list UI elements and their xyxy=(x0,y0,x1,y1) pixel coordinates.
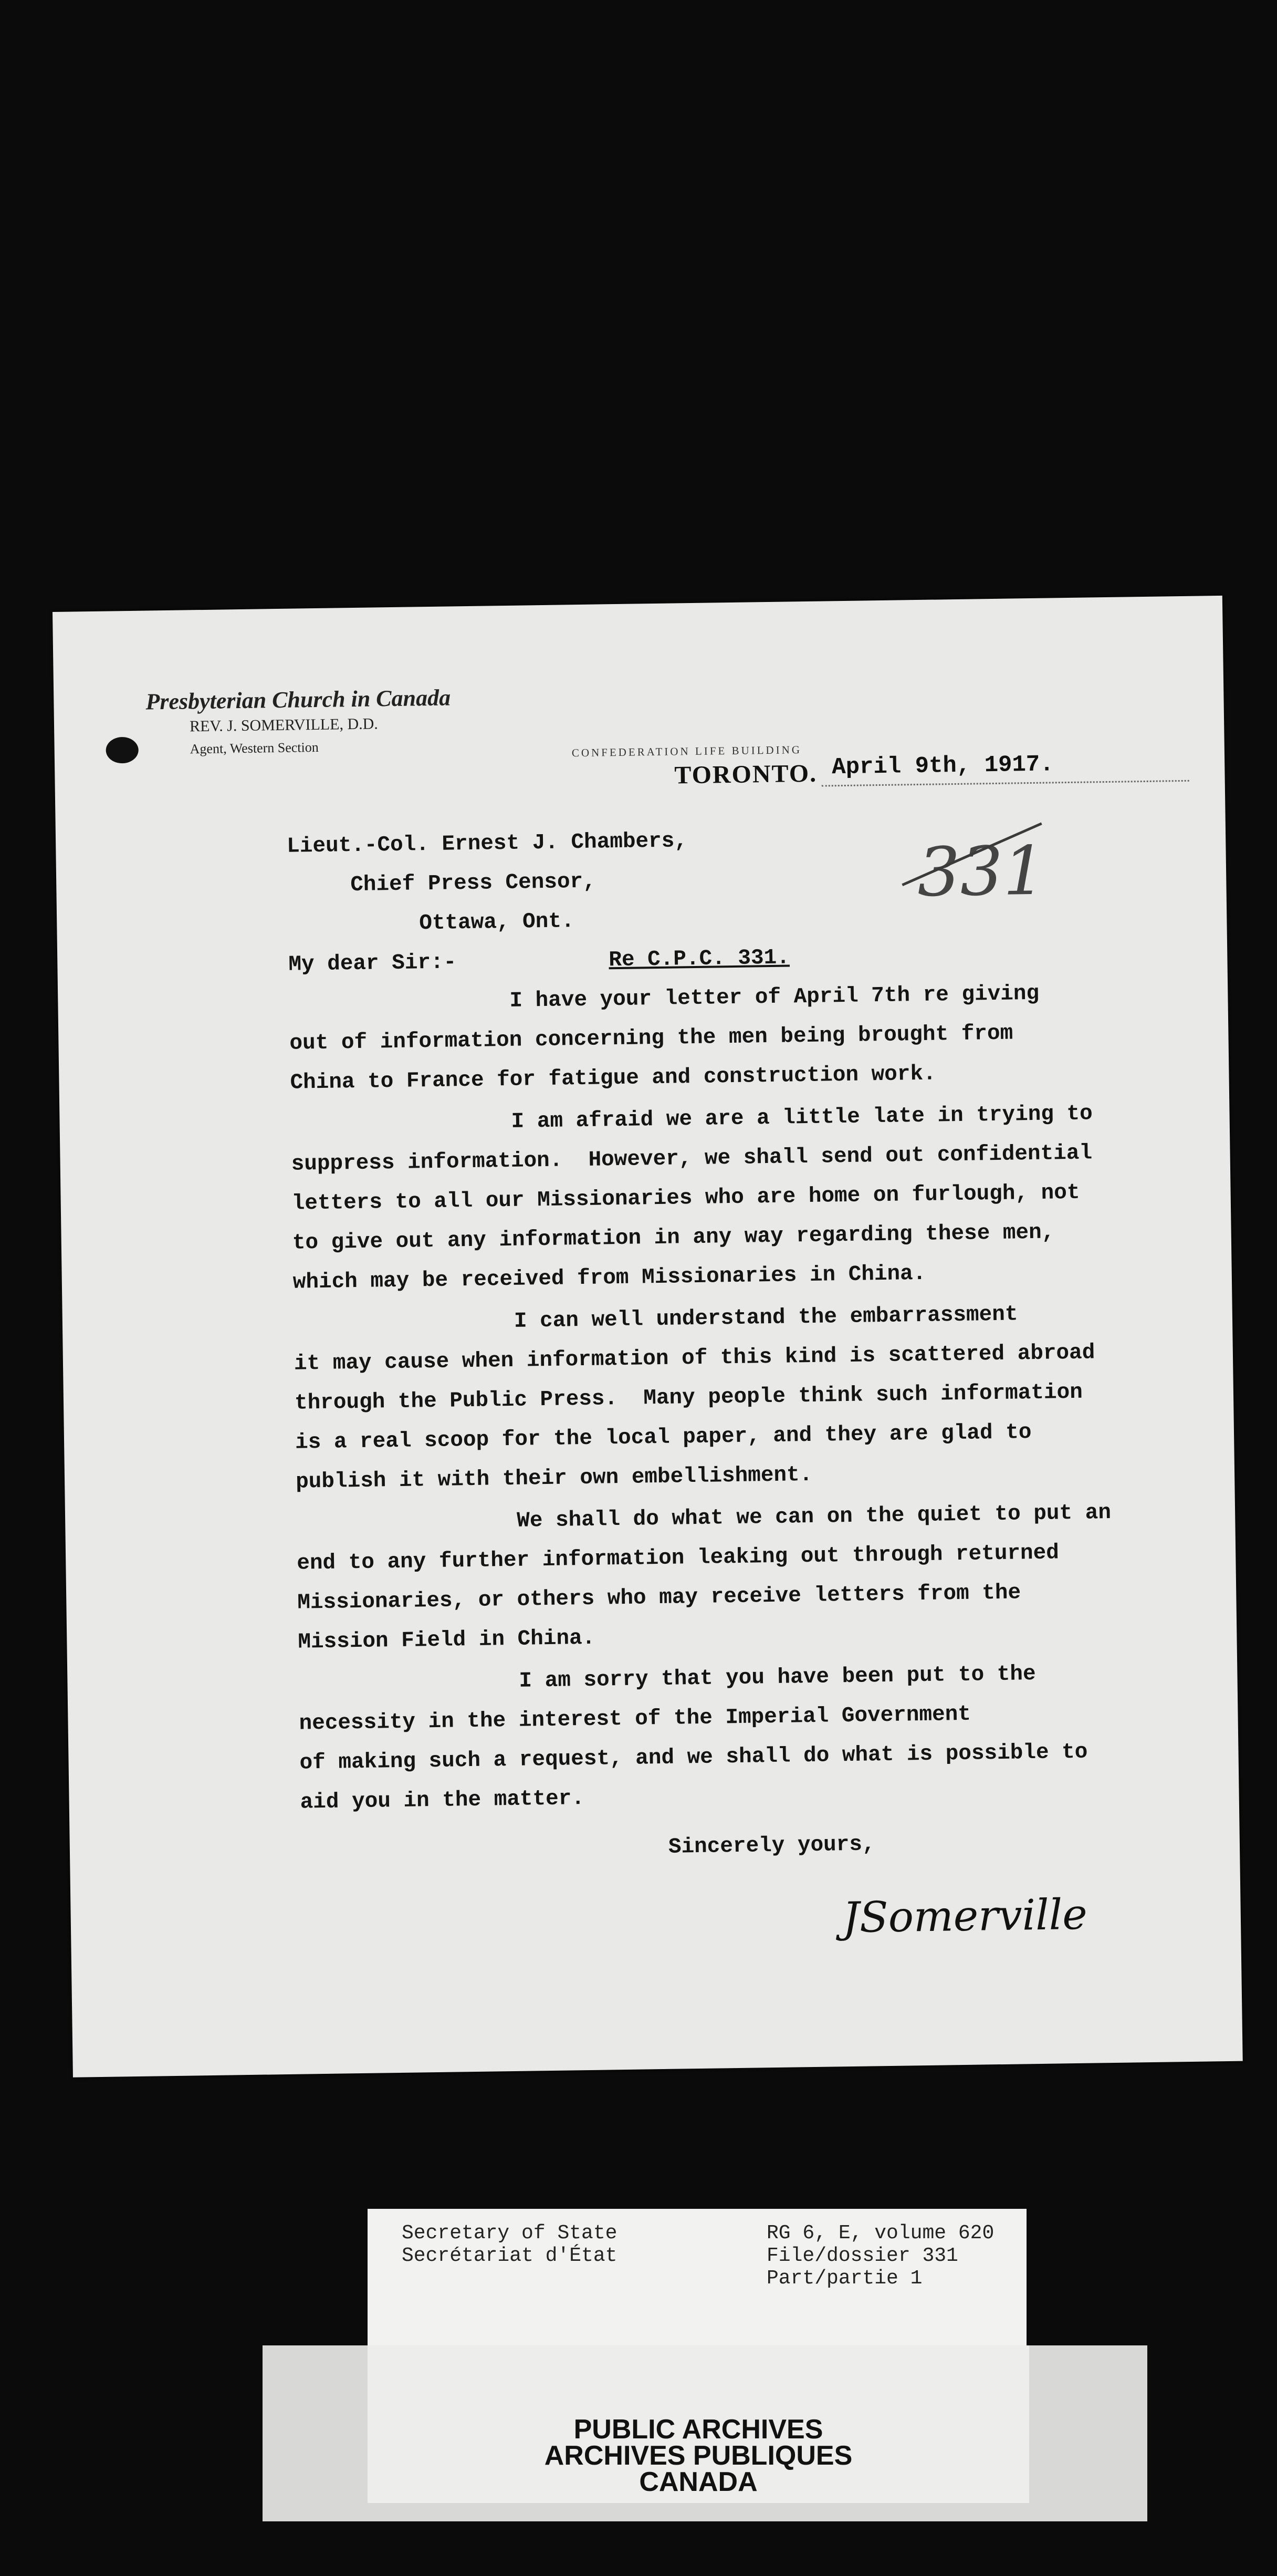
recipient-line-3: Ottawa, Ont. xyxy=(419,909,574,936)
body-line: Mission Field in China. xyxy=(298,1626,595,1655)
body-line: letters to all our Missionaries who are home on furlough, not xyxy=(291,1180,1080,1216)
body-line: to give out any information in any way regarding these men, xyxy=(292,1220,1055,1255)
body-line: aid you in the matter. xyxy=(300,1786,585,1815)
part-number: Part/partie 1 xyxy=(767,2267,923,2290)
body-line: necessity in the interest of the Imperial Government xyxy=(299,1702,971,1736)
dept-fr: Secrétariat d'État xyxy=(402,2245,617,2267)
body-line: I am sorry that you have been put to the xyxy=(519,1662,1036,1694)
body-line: through the Public Press. Many people think such information xyxy=(294,1380,1083,1416)
city: TORONTO. xyxy=(674,759,818,790)
archive-line-2: ARCHIVES PUBLIQUES xyxy=(544,2440,853,2471)
body-line: I am afraid we are a little late in trying to xyxy=(511,1102,1093,1134)
record-group: RG 6, E, volume 620 xyxy=(767,2222,995,2245)
body-line: China to France for fatigue and construction work. xyxy=(290,1062,936,1095)
body-line: publish it with their own embellishment. xyxy=(295,1462,813,1494)
file-number: File/dossier 331 xyxy=(767,2245,958,2267)
letterhead-role: Agent, Western Section xyxy=(190,739,319,757)
salutation: My dear Sir:- xyxy=(288,950,457,977)
recipient-line-2: Chief Press Censor, xyxy=(350,869,596,898)
ink-blot xyxy=(106,737,139,764)
reference-line: Re C.P.C. 331. xyxy=(609,946,790,973)
archive-stamp xyxy=(368,2345,1029,2503)
body-line: suppress information. However, we shall send out confidential xyxy=(291,1141,1093,1177)
handwritten-file-number: 331 xyxy=(917,832,1046,912)
body-line: it may cause when information of this kind is scattered abroad xyxy=(294,1341,1095,1376)
archive-stamp-card xyxy=(263,2345,1147,2521)
signature: JSomerville xyxy=(842,1889,1088,1943)
body-line: I can well understand the embarrassment xyxy=(514,1302,1018,1334)
recipient-line-1: Lieut.-Col. Ernest J. Chambers, xyxy=(286,829,688,859)
letterhead-church: Presbyterian Church in Canada xyxy=(145,684,451,715)
letter-page xyxy=(53,596,1243,2078)
body-line: Missionaries, or others who may receive letters from the xyxy=(297,1581,1021,1615)
body-line: out of information concerning the men being brought from xyxy=(289,1021,1013,1056)
body-line: We shall do what we can on the quiet to put an xyxy=(516,1501,1112,1533)
letter-date: April 9th, 1917. xyxy=(831,751,1054,781)
letterhead-name: REV. J. SOMERVILLE, D.D. xyxy=(189,715,378,735)
body-line: I have your letter of April 7th re giving xyxy=(509,981,1040,1013)
closing: Sincerely yours, xyxy=(668,1832,875,1860)
body-line: of making such a request, and we shall do what is possible to xyxy=(299,1740,1088,1775)
building-name: CONFEDERATION LIFE BUILDING xyxy=(571,743,802,760)
date-dotted-rule xyxy=(822,780,1189,787)
body-line: is a real scoop for the local paper, and they are glad to xyxy=(295,1420,1032,1455)
dept-en: Secretary of State xyxy=(402,2222,617,2245)
archive-line-1: PUBLIC ARCHIVES xyxy=(573,2414,823,2445)
body-line: which may be received from Missionaries in China. xyxy=(292,1261,926,1295)
body-line: end to any further information leaking out through returned xyxy=(297,1541,1060,1576)
archive-line-3: CANADA xyxy=(639,2467,758,2497)
